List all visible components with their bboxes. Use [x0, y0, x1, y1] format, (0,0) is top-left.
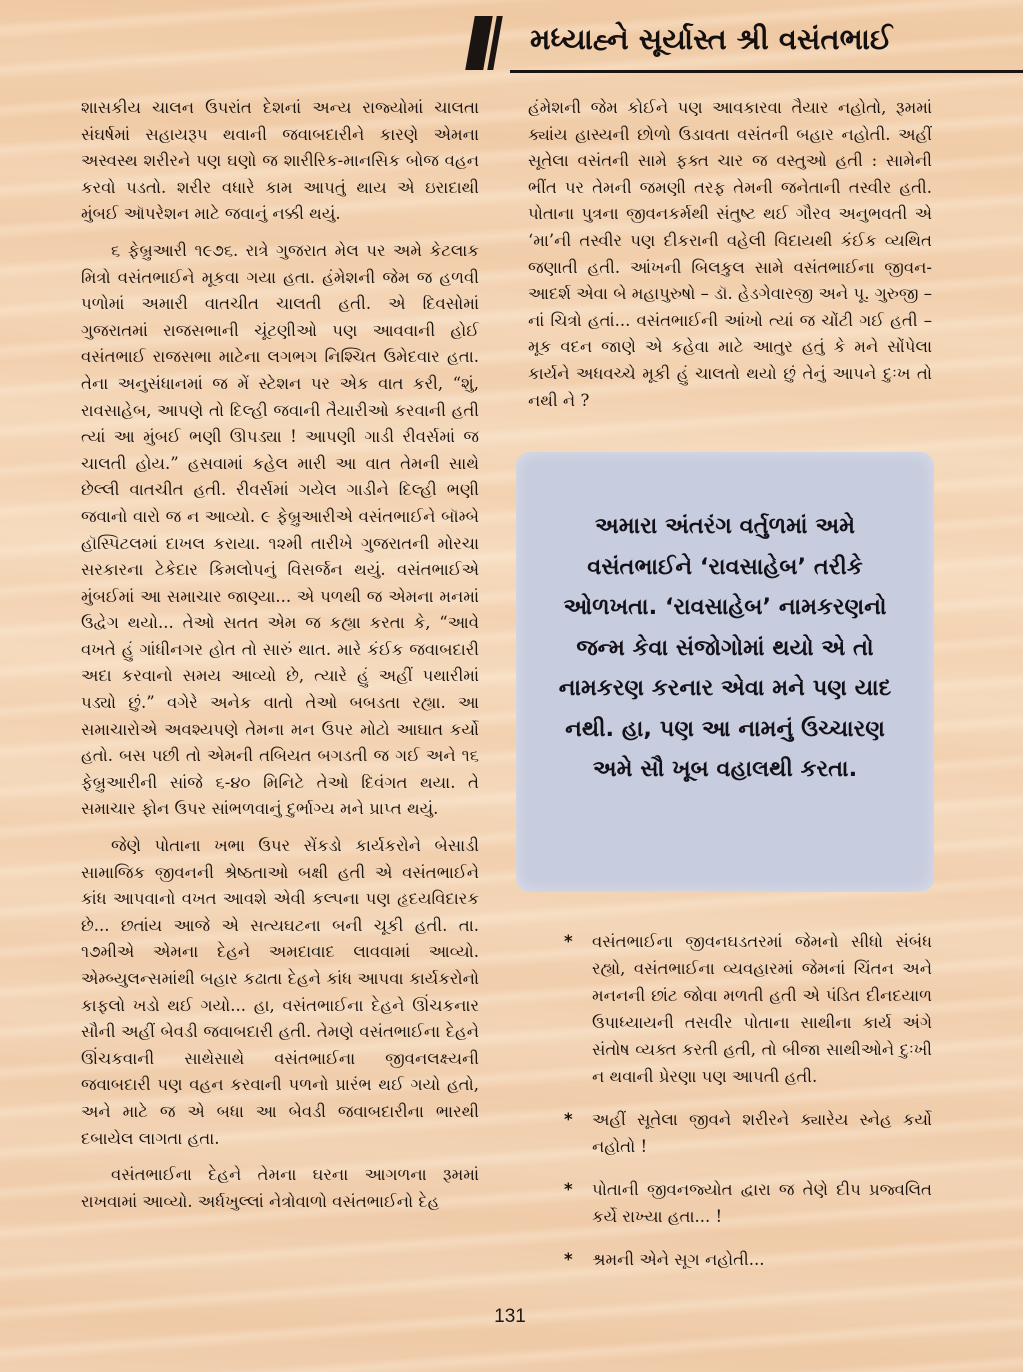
left-column — [81, 95, 479, 1225]
bullet-marker: * — [564, 1110, 573, 1129]
list-item-text: શ્રમની એને સૂગ નહોતી... — [592, 1250, 765, 1269]
bullet-marker: * — [564, 1180, 573, 1199]
paragraph: જેણે પોતાના ખભા ઉપર સેંકડો કાર્યકરોને બેસાડી સામાજિક જીવનની શ્રેષ્ઠતાઓ બક્ષી હતી એ વસંતભાઈને કાંધ આપવાનો વખત આવશે એવી કલ્પના પણ હૃદયવિદારક છે... છતાંય આજે એ સત્યઘટના બની ચૂકી હતી. તા. ૧૭મીએ એમના દેહને અમદાવાદ લાવવામાં આવ્યો. એમ્બ્યુલન્સમાંથી બહાર કઢાતા દેહને કાંધ આપવા કાર્યકરોનો કાફલો ખડો થઈ ગયો... હા, વસંતભાઈના દેહને ઊંચકનાર સૌની અહીં બેવડી જવાબદારી હતી. તેમણે વસંતભાઈના દેહને ઊંચકવાની સાથેસાથે વસંતભાઈના જીવનલક્ષ્યની જવાબદારી પણ વહન કરવાની પળનો પ્રારંભ થઈ ગયો હતો, અને માટે જ એ બધા આ બેવડી જવાબદારીના ભારથી દબાયેલ લાગતા હતા. — [81, 836, 479, 1148]
chapter-title: મધ્યાહ્ને સૂર્યાસ્ત શ્રી વસંતભાઈ — [530, 22, 893, 56]
header-rule — [510, 70, 1023, 73]
list-item — [560, 1106, 932, 1160]
page-number: 131 — [494, 1306, 526, 1327]
page-header — [470, 14, 1023, 72]
bullet-marker: * — [564, 1250, 573, 1269]
paragraph: શાસકીય ચાલન ઉપરાંત દેશનાં અન્ય રાજ્યોમાં ચાલતા સંઘર્ષમાં સહાયરૂપ થવાની જવાબદારીને કારણે એમના અસ્વસ્થ શરીરને પણ ઘણો જ શારીરિક-માનસિક બોજ વહન કરવો પડતો. શરીર વધારે કામ આપતું થાય એ ઇરાદાથી મુંબઈ ઑપરેશન માટે જવાનું નક્કી થયું. — [81, 98, 479, 224]
list-item — [560, 928, 932, 1090]
list-item — [560, 1246, 932, 1273]
list-item — [560, 1176, 932, 1230]
bullet-marker: * — [564, 932, 573, 951]
paragraph: ૬ ફેબ્રુઆરી ૧૯૭૬. રાત્રે ગુજરાત મેલ પર અમે કેટલાક મિત્રો વસંતભાઈને મૂકવા ગયા હતા. હંમેશની જેમ જ હળવી પળોમાં અમારી વાતચીત ચાલતી હતી. એ દિવસોમાં ગુજરાતમાં રાજસભાની ચૂંટણીઓ પણ આવવાની હોઈ વસંતભાઈ રાજસભા માટેના લગભગ નિશ્ચિત ઉમેદવાર હતા. તેના અનુસંધાનમાં જ મેં સ્ટેશન પર એક વાત કરી, “શું, રાવસાહેબ, આપણે તો દિલ્હી જવાની તૈયારીઓ કરવાની હતી ત્યાં આ મુંબઈ ભણી ઊપડ્યા ! આપણી ગાડી રીવર્સમાં જ ચાલતી હોય.” હસવામાં કહેલ મારી આ વાત તેમની સાથે છેલ્લી વાતચીત હતી. રીવર્સમાં ગયેલ ગાડીને દિલ્હી ભણી જવાનો વારો જ ન આવ્યો. ૯ ફેબ્રુઆરીએ વસંતભાઈને બૉમ્બે હૉસ્પિટલમાં દાખલ કરાયા. ૧૨મી તારીખે ગુજરાતની મોરચા સરકારના ટેકેદાર કિમલોપનું વિસર્જન થયું. વસંતભાઈએ મુંબઈમાં આ સમાચાર જાણ્યા... એ પળથી જ એમના મનમાં ઉદ્વેગ થયો... તેઓ સતત એમ જ કહ્યા કરતા કે, “આવે વખતે હું ગાંધીનગર હોત તો સારું થાત. મારે કંઈક જવાબદારી અદા કરવાનો સમય આવ્યો છે, ત્યારે હું અહીં પથારીમાં પડ્યો છું.” વગેરે અનેક વાતો તેઓ બબડતા રહ્યા. આ સમાચારોએ અવશ્યપણે તેમના મન ઉપર મોટો આઘાત કર્યો હતો. બસ પછી તો એમની તબિયત બગડતી જ ગઈ અને ૧૬ ફેબ્રુઆરીની સાંજે ૬-૪૦ મિનિટે તેઓ દિવંગત થયા. તે સમાચાર ફોન ઉપર સાંભળવાનું દુર્ભાગ્ય મને પ્રાપ્ત થયું. — [81, 240, 479, 819]
right-column — [528, 95, 932, 424]
pull-quote-box — [516, 452, 934, 892]
bullet-list — [560, 928, 932, 1289]
pull-quote-text: અમારા અંતરંગ વર્તુળમાં અમે વસંતભાઈને ‘રાવસાહેબ’ તરીકે ઓળખતા. ‘રાવસાહેબ’ નામકરણનો જન્મ કેવા સંજોગોમાં થયો એ તો નામકરણ કરનાર એવા મને પણ યાદ નથી. હા, પણ આ નામનું ઉચ્ચારણ અમે સૌ ખૂબ વહાલથી કરતા. — [558, 513, 892, 782]
paragraph: હંમેશની જેમ કોઈને પણ આવકારવા તૈયાર નહોતો, રૂમમાં ક્યાંય હાસ્યની છોળો ઉડાવતા વસંતની બહાર નહોતી. અહીં સૂતેલા વસંતની સામે ફક્ત ચાર જ વસ્તુઓ હતી : સામેની ભીંત પર તેમની જમણી તરફ તેમની જનેતાની તસ્વીર હતી. પોતાના પુત્રના જીવનકર્મથી સંતુષ્ટ થઈ ગૌરવ અનુભવતી એ ‘મા’ની તસ્વીર પણ દીકરાની વહેલી વિદાયથી કંઈક વ્યથિત જણાતી હતી. આંખની બિલકુલ સામે વસંતભાઈના જીવન-આદર્શ એવા બે મહાપુરુષો – ડૉ. હેડગેવારજી અને પૂ. ગુરુજી – નાં ચિત્રો હતાં... વસંતભાઈની આંખો ત્યાં જ ચોંટી ગઈ હતી – મૂક વદન જાણે એ કહેવા માટે આતુર હતું કે મને સોંપેલા કાર્યને અધવચ્ચે મૂકી હું ચાલતો થયો છું તેનું આપને દુઃખ તો નથી ને ? — [528, 98, 932, 410]
list-item-text: પોતાની જીવનજ્યોત દ્વારા જ તેણે દીપ પ્રજ્વલિત કર્યે રાખ્યા હતા... ! — [592, 1180, 932, 1226]
list-item-text: વસંતભાઈના જીવનઘડતરમાં જેમનો સીધો સંબંધ રહ્યો, વસંતભાઈના વ્યવહારમાં જેમનાં ચિંતન અને મનનની છાંટ જોવા મળતી હતી એ પંડિત દીનદયાળ ઉપાધ્યાયની તસવીર પોતાના સાથીના કાર્ય અંગે સંતોષ વ્યક્ત કરતી હતી, તો બીજા સાથીઓને દુઃખી ન થવાની પ્રેરણા પણ આપતી હતી. — [592, 932, 932, 1086]
paragraph: વસંતભાઈના દેહને તેમના ઘરના આગળના રૂમમાં રાખવામાં આવ્યો. અર્ધખુલ્લાં નેત્રોવાળો વસંતભાઈનો દેહ — [81, 1165, 479, 1211]
list-item-text: અહીં સૂતેલા જીવને શરીરને ક્યારેય સ્નેહ કર્યો નહોતો ! — [592, 1110, 932, 1156]
